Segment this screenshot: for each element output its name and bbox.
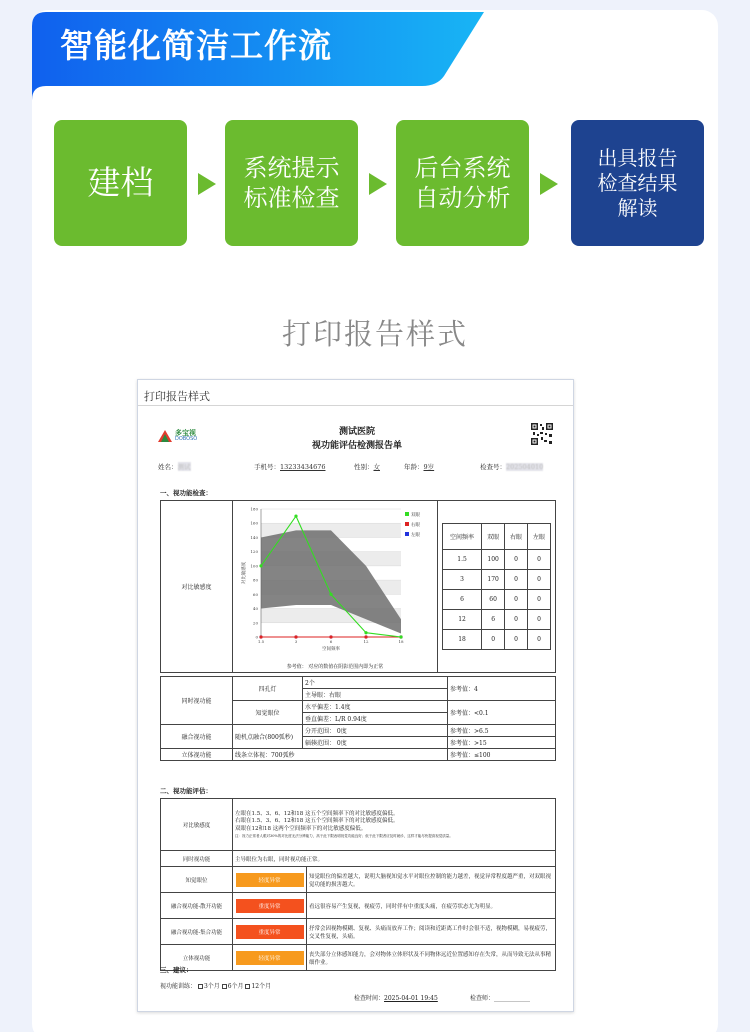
contrast-chart: [233, 501, 429, 661]
divider: [138, 405, 573, 406]
data-point: [259, 635, 262, 638]
section-title: 二、视功能评估：: [160, 787, 212, 795]
checkbox-icon: [245, 984, 250, 989]
check-time: 检查时间：2025-04-01 19:45: [354, 995, 438, 1002]
data-point: [294, 635, 297, 638]
patient-gender: 性别：女: [354, 463, 380, 471]
step-label: 自动分析: [414, 184, 511, 212]
step-system-prompt: [225, 120, 358, 246]
step-label: 标准检查: [243, 184, 340, 212]
patient-name: 姓名：测试: [158, 463, 191, 471]
checkbox-icon: [198, 984, 203, 989]
y-tick-label: 40: [252, 606, 258, 612]
step-label: 建档: [87, 163, 154, 203]
step-label: 后台系统: [414, 154, 511, 182]
contrast-label: 对比敏感度: [161, 501, 233, 673]
report-title: 视功能评估检测报告单: [311, 441, 402, 451]
step-report: [571, 120, 704, 246]
data-point: [259, 564, 262, 567]
y-tick-label: 120: [250, 549, 258, 555]
section-title: 三、建议：: [160, 966, 193, 974]
assessment-table: 对比敏感度 左眼在1.5、3、6、12和18 这五个空间频率下的对比敏感度偏低。 右眼在1.5、3、6、12和18 这五个空间频率下的对比敏感度偏低。 双眼在12和18 这两个空间频率下的对比敏感度偏低。 注：视力正常者人眼对30%的对比度无法分辨能力，高于此下限表明视觉功能良好；低于此下限者应及时就诊，这样才能尽快提高视觉质量。 同时视功能 主导眼位为右眼，同时视功能正常。 知觉眼位 轻度异常 知觉眼位的偏差越大，说明大脑视知觉水平对眼位控制的能力越差，视觉异常程度越严重，对双眼视觉功能的损害越大。 融合视功能-散开功能 重度异常 看远很容易产生复视，视疲劳，同时伴有中重度头痛，在疲劳状态尤为明显。 融合视功能-集合功能 重度异常 抒常会因视物模糊、复视、头痛而放弃工作；阅读和近距离工作时会很不适，视物模糊，易视疲劳，交叉性复视，头痛。 立体视功能 轻度异常 丧失部分立体感知能力，会对物体立体形状及不同物体远近位置感知存在失常，从而导致无法从事精细作业。: [160, 798, 556, 971]
data-point: [294, 515, 297, 518]
function-table: 同时视功能 四孔灯 2个 参考值：4 主导眼：右眼 知觉眼位 水平偏差：1.4度 参考值：<0.1 垂直偏差：L/R 0.94度 融合视功能 随机点融合(800弧秒) 分开范围： 0度 参考值：>6.5 辐辏范围： 0度 参考值：>15 立体视功能 线条立体视：700弧秒 参考值：≤100: [160, 676, 556, 761]
contrast-table: [160, 500, 556, 673]
x-tick-label: 18: [398, 639, 404, 644]
y-tick-label: 60: [252, 591, 258, 597]
data-point: [329, 593, 332, 596]
sf-table: 空间频率 双眼 右眼 左眼 1.5 100 0 0 3 170 0 0 6 60 0 0 12 6 0 0 18 0 0 0: [442, 523, 551, 650]
x-tick-label: 6: [329, 639, 333, 644]
x-tick-label: 12: [363, 639, 369, 644]
legend-swatch: [405, 512, 409, 516]
arrow-right-icon: [198, 173, 216, 195]
table-row: 18 0 0 0: [443, 630, 551, 650]
y-tick-label: 160: [250, 520, 258, 526]
arrow-right-icon: [369, 173, 387, 195]
hospital-name: 测试医院: [338, 427, 375, 437]
qr-code-icon: [530, 422, 554, 446]
exam-id: 检查号：202504010: [480, 463, 544, 471]
data-point: [399, 635, 402, 638]
x-tick-label: 3: [294, 639, 298, 644]
legend-swatch: [405, 522, 409, 526]
y-tick-label: 80: [252, 577, 258, 583]
data-point: [329, 635, 332, 638]
section-title: 一、视功能检查：: [160, 489, 212, 497]
logo-en: DOBOSO: [175, 436, 198, 442]
status-badge: 重度异常: [236, 899, 304, 913]
arrow-right-icon: [540, 173, 558, 195]
patient-phone: 手机号：13233434676: [254, 463, 326, 471]
legend-label: 双眼: [411, 513, 420, 518]
table-row: 1.5 100 0 0: [443, 550, 551, 570]
legend-label: 左眼: [411, 533, 420, 538]
y-tick-label: 100: [250, 563, 258, 569]
table-row: 3 170 0 0: [443, 570, 551, 590]
logo-cn: 多宝视: [175, 429, 196, 437]
patient-age: 年龄：9岁: [404, 463, 435, 471]
x-axis-label: 空间频率: [322, 647, 340, 652]
status-badge: 轻度异常: [236, 951, 304, 965]
status-badge: 轻度异常: [236, 873, 304, 887]
table-row: 6 60 0 0: [443, 590, 551, 610]
data-point: [364, 635, 367, 638]
x-tick-label: 1.5: [257, 639, 265, 644]
page-title: 智能化简洁工作流: [60, 26, 332, 65]
y-tick-label: 20: [252, 620, 258, 626]
data-point: [364, 631, 367, 634]
y-tick-label: 0: [255, 634, 258, 640]
legend-swatch: [405, 532, 409, 536]
step-label: 系统提示: [243, 154, 340, 182]
y-tick-label: 180: [250, 506, 258, 512]
step-label: 出具报告: [597, 145, 678, 170]
table-row: 12 6 0 0: [443, 610, 551, 630]
chart-note: 参考值： 对应的数值在阴影范围内即为正常: [286, 664, 384, 670]
step-auto-analysis: [396, 120, 529, 246]
preview-label: 打印报告样式: [144, 390, 210, 403]
checker: 检查师：____________: [470, 995, 531, 1002]
step-label: 解读: [617, 195, 658, 220]
training-options: 视功能训练： 3个月 6个月 12个月: [160, 983, 272, 990]
y-tick-label: 140: [250, 534, 258, 540]
checkbox-icon: [222, 984, 227, 989]
legend-label: 右眼: [411, 523, 420, 528]
step-create-file: [54, 120, 187, 246]
print-section-title: 打印报告样式: [281, 317, 468, 351]
y-axis-label: 对比敏感度: [242, 561, 247, 585]
status-badge: 重度异常: [236, 925, 304, 939]
step-label: 检查结果: [597, 170, 678, 195]
